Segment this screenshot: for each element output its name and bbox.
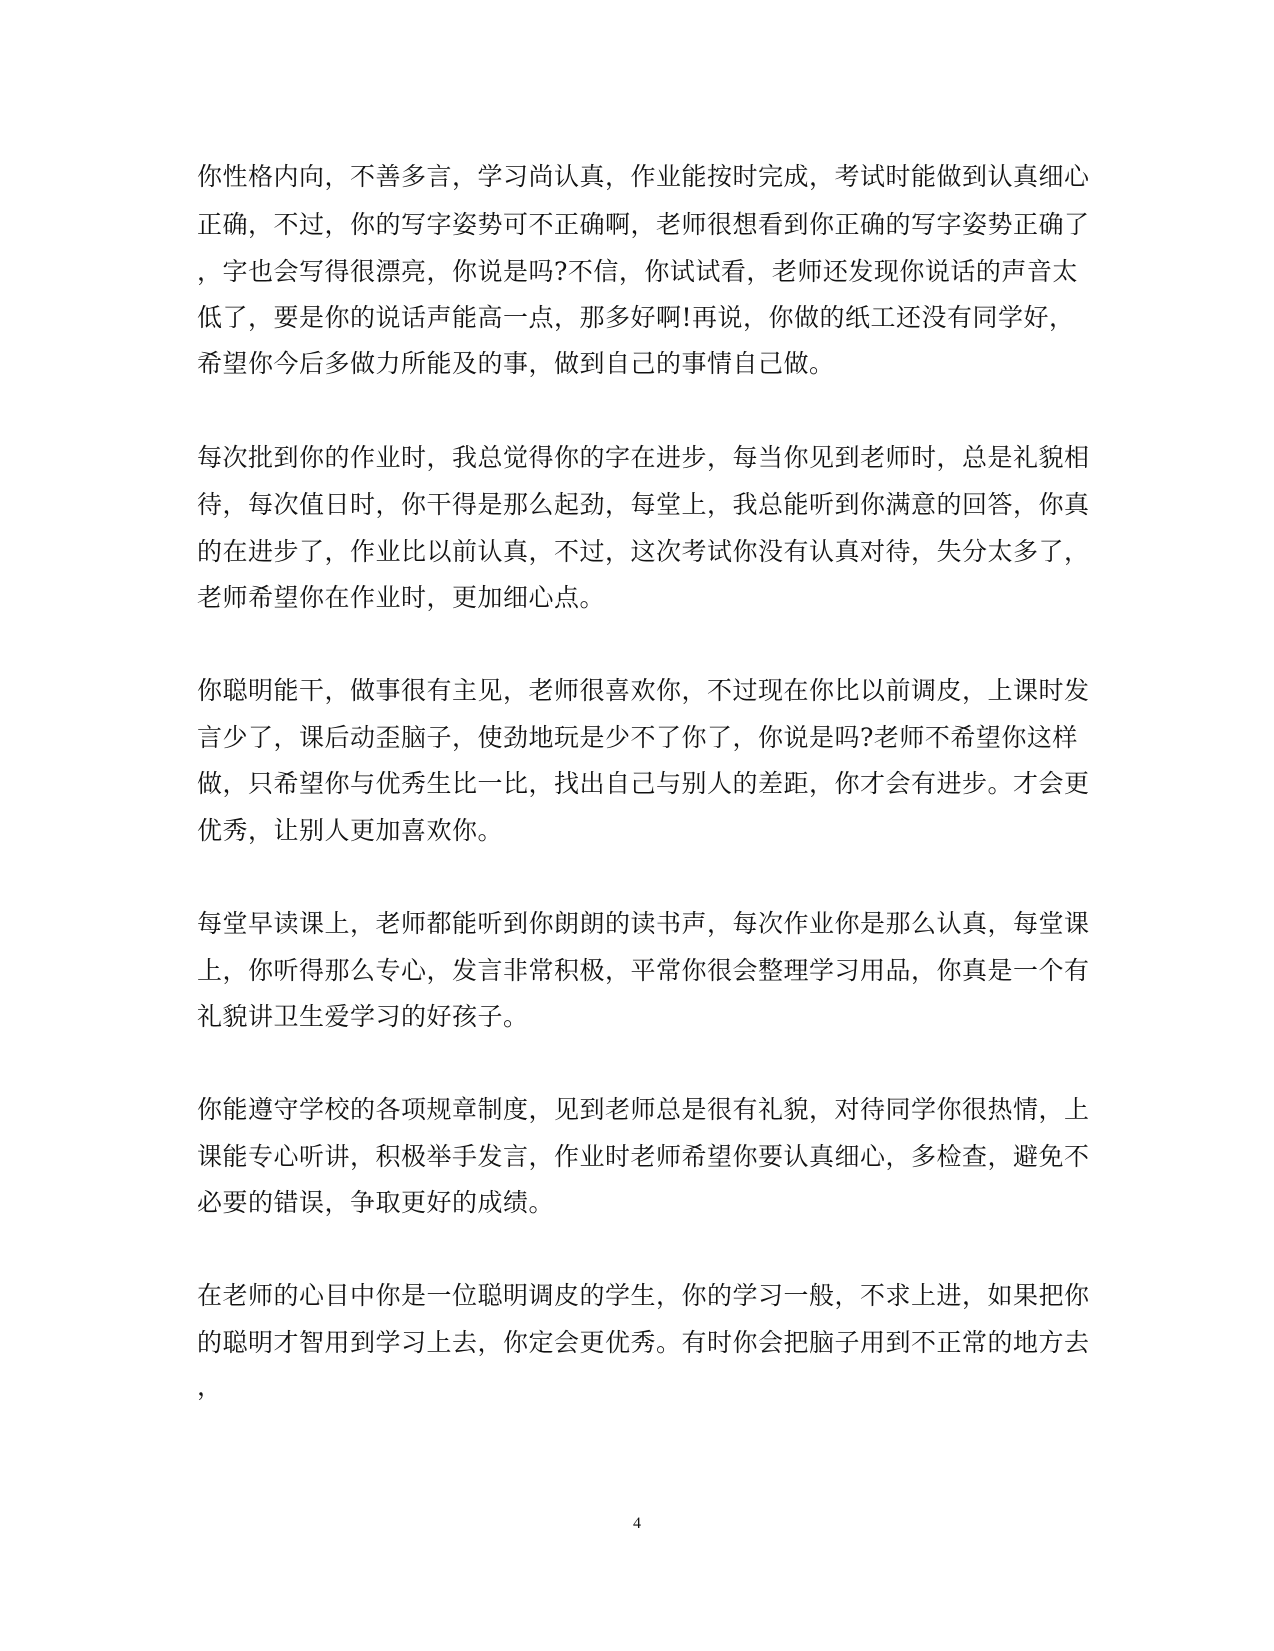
text-line: 每次批到你的作业时，我总觉得你的字在进步，每当你见到老师时，总是礼貌相 (197, 443, 1090, 472)
text-line: 你聪明能干，做事很有主见，老师很喜欢你，不过现在你比以前调皮，上课时发 (197, 676, 1090, 705)
text-line: 待，每次值日时，你干得是那么起劲，每堂上，我总能听到你满意的回答，你真 (197, 490, 1090, 519)
text-line: 你能遵守学校的各项规章制度，见到老师总是很有礼貌，对待同学你很热情，上 (197, 1095, 1090, 1124)
text-line: 在老师的心目中你是一位聪明调皮的学生，你的学习一般，不求上进，如果把你 (197, 1281, 1090, 1310)
text-line: 优秀，让别人更加喜欢你。 (197, 816, 504, 845)
text-line: 你性格内向，不善多言，学习尚认真，作业能按时完成，考试时能做到认真细心 (197, 162, 1090, 191)
page-number: 4 (633, 1515, 641, 1532)
text-line: 言少了，课后动歪脑子，使劲地玩是少不了你了，你说是吗?老师不希望你这样 (197, 723, 1078, 752)
text-line: 老师希望你在作业时，更加细心点。 (197, 583, 606, 612)
text-line: 必要的错误，争取更好的成绩。 (197, 1188, 555, 1217)
text-line: ， (197, 1372, 223, 1401)
text-line: 的在进步了，作业比以前认真，不过，这次考试你没有认真对待，失分太多了， (197, 537, 1090, 566)
text-line: 做，只希望你与优秀生比一比，找出自己与别人的差距，你才会有进步。才会更 (197, 769, 1090, 798)
text-line: 上，你听得那么专心，发言非常积极，平常你很会整理学习用品，你真是一个有 (197, 956, 1090, 985)
text-line: 的聪明才智用到学习上去，你定会更优秀。有时你会把脑子用到不正常的地方去 (197, 1328, 1090, 1357)
text-line: 低了，要是你的说话声能高一点，那多好啊!再说，你做的纸工还没有同学好， (197, 303, 1075, 332)
text-line: 课能专心听讲，积极举手发言，作业时老师希望你要认真细心，多检查，避免不 (197, 1142, 1090, 1171)
text-line: 每堂早读课上，老师都能听到你朗朗的读书声，每次作业你是那么认真，每堂课 (197, 909, 1090, 938)
text-line: 正确，不过，你的写字姿势可不正确啊，老师很想看到你正确的写字姿势正确了 (197, 210, 1090, 239)
text-line: ，字也会写得很漂亮，你说是吗?不信，你试试看，老师还发现你说话的声音太 (197, 257, 1078, 286)
text-line: 礼貌讲卫生爱学习的好孩子。 (197, 1002, 529, 1031)
text-line: 希望你今后多做力所能及的事，做到自己的事情自己做。 (197, 349, 835, 378)
